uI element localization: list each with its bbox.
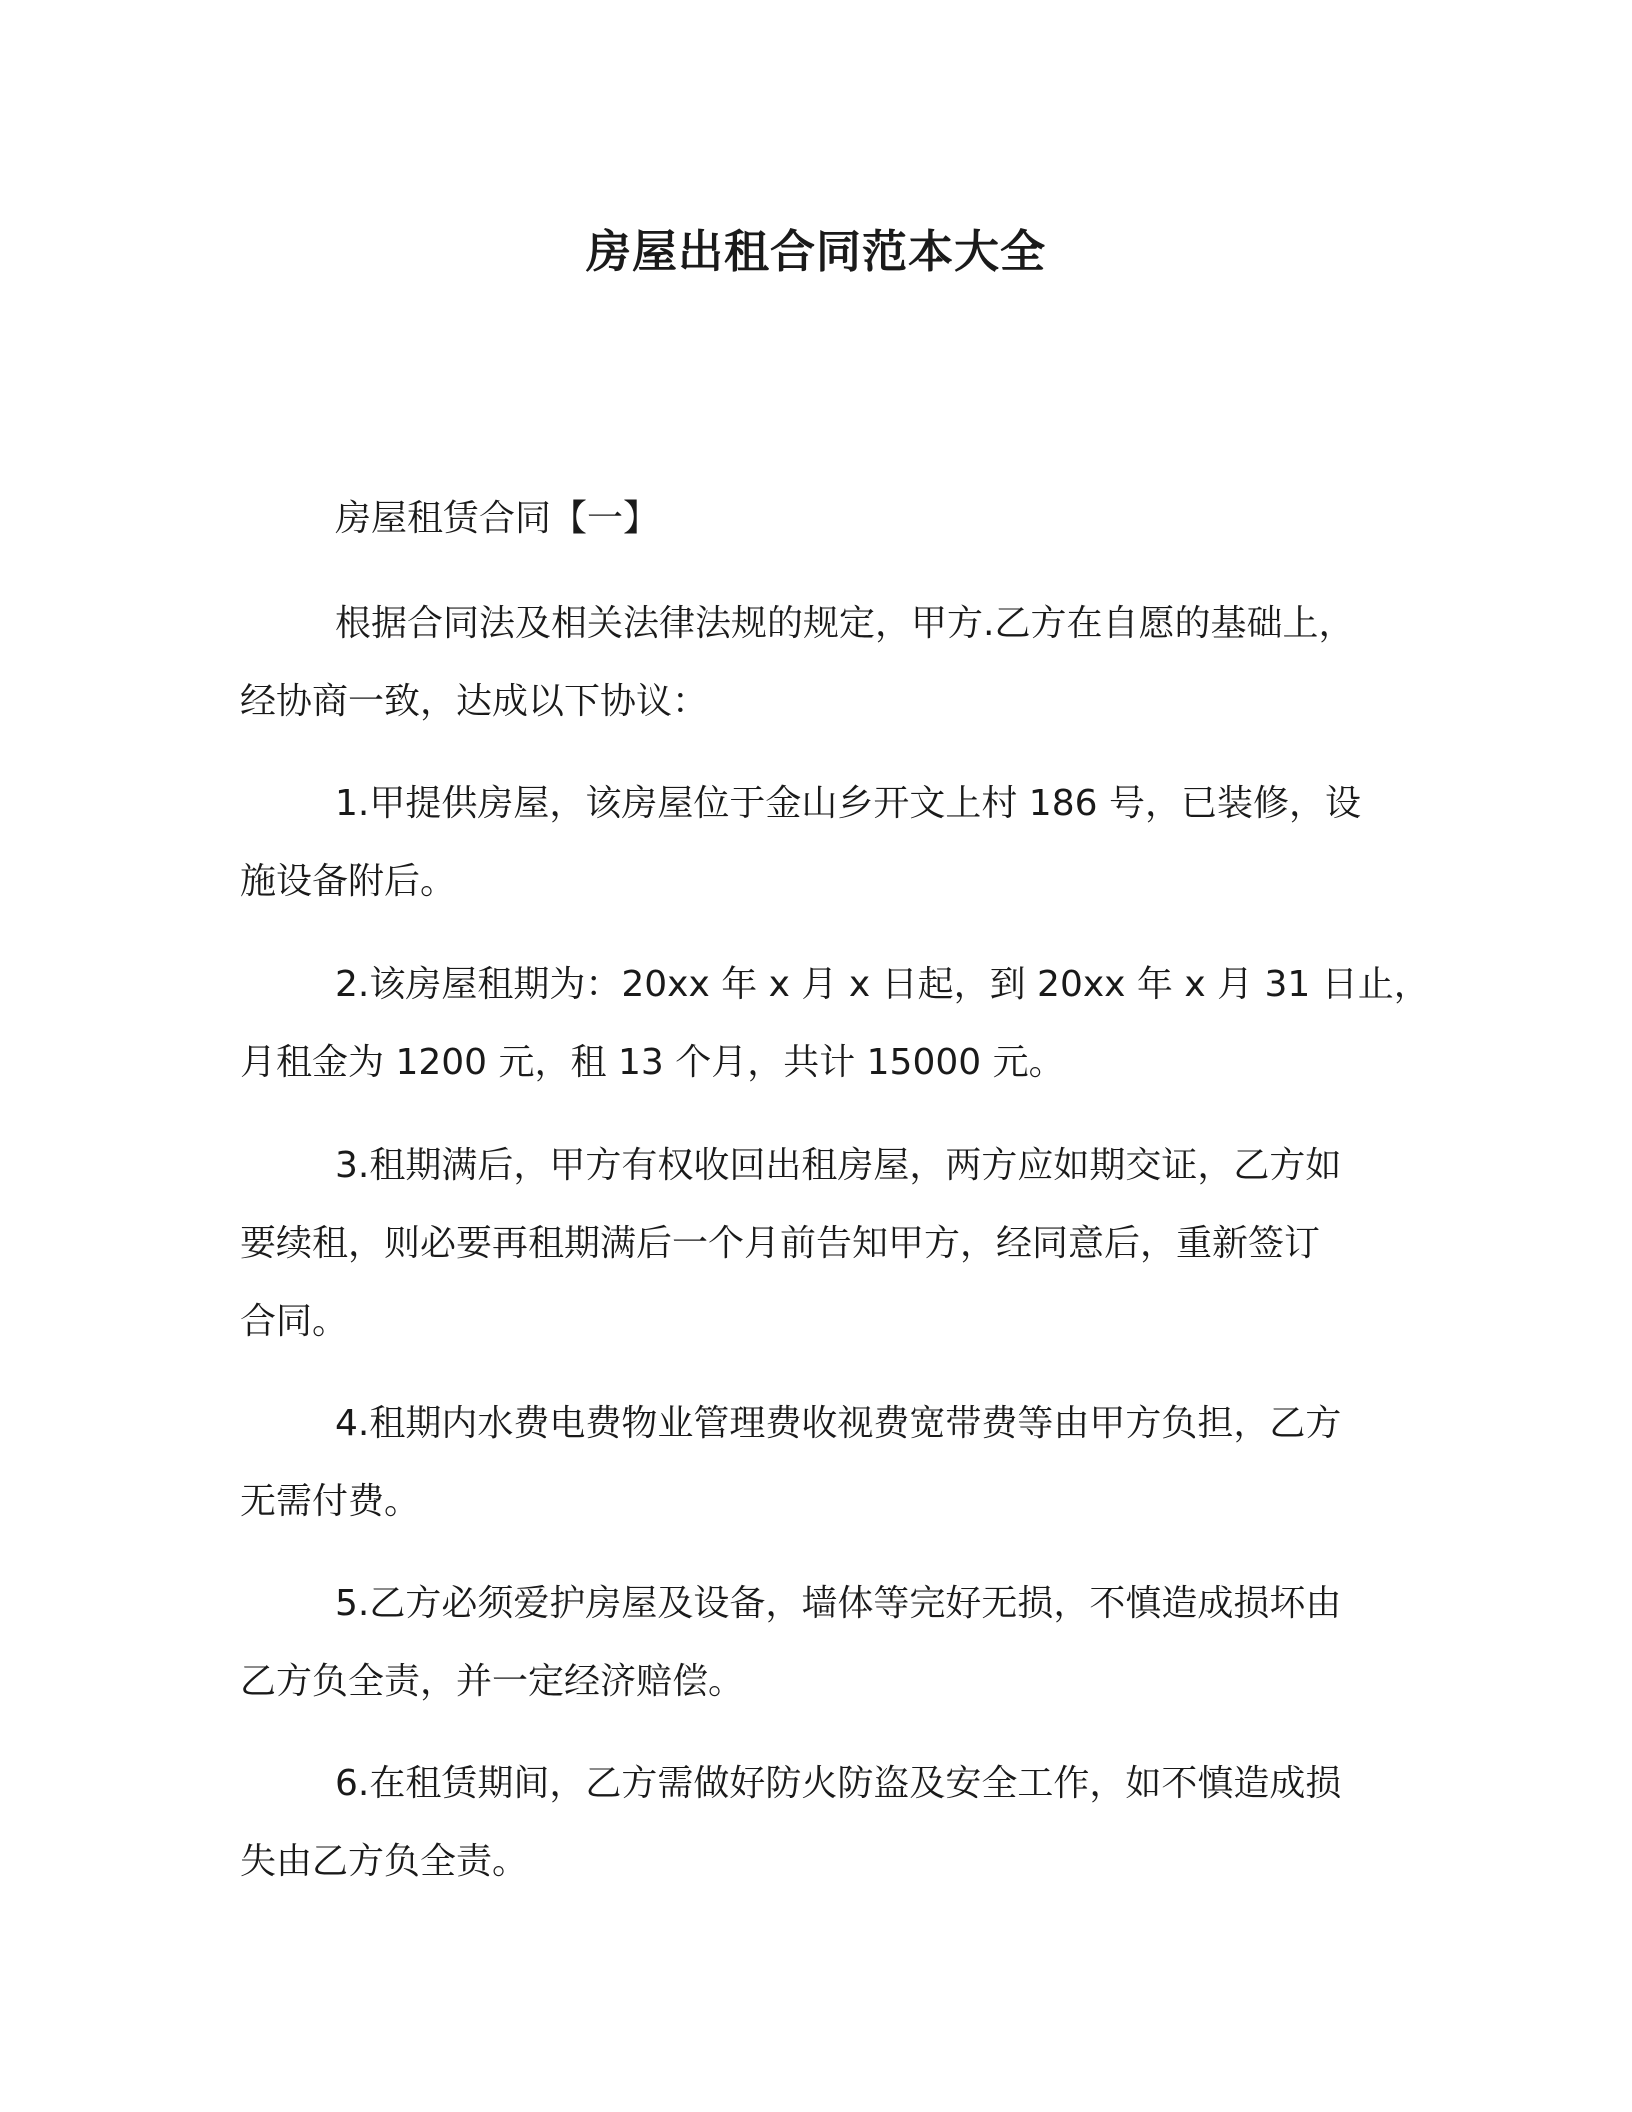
paragraph-clause-6 <box>240 1745 1390 1901</box>
paragraph-line: 要续租，则必要再租期满后一个月前告知甲方，经同意后，重新签订 <box>240 1223 1321 1264</box>
paragraph-clause-3 <box>240 1127 1390 1361</box>
paragraph-line: 施设备附后。 <box>240 861 457 902</box>
paragraph-clause-2 <box>240 946 1430 1102</box>
paragraph-line: 5.乙方必须爱护房屋及设备，墙体等完好无损，不慎造成损坏由 <box>335 1583 1342 1624</box>
paragraph-line: 乙方负全责，并一定经济赔偿。 <box>240 1661 745 1702</box>
paragraph-clause-4 <box>240 1385 1390 1541</box>
paragraph-line: 1.甲提供房屋，该房屋位于金山乡开文上村 186 号，已装修，设 <box>335 783 1361 824</box>
paragraph-clause-1 <box>240 765 1390 921</box>
paragraph-line: 6.在租赁期间，乙方需做好防火防盗及安全工作，如不慎造成损 <box>335 1763 1342 1804</box>
paragraph-line: 2.该房屋租期为：20xx 年 x 月 x 日起，到 20xx 年 x 月 31 日止， <box>335 964 1430 1005</box>
paragraph-line: 失由乙方负全责。 <box>240 1841 529 1882</box>
paragraph-line: 3.租期满后，甲方有权收回出租房屋，两方应如期交证，乙方如 <box>335 1145 1342 1186</box>
paragraph-clause-5 <box>240 1565 1390 1721</box>
paragraph-line: 合同。 <box>240 1301 349 1342</box>
section-heading: 房屋租赁合同【一】 <box>335 498 660 539</box>
paragraph-line: 月租金为 1200 元，租 13 个月，共计 15000 元。 <box>240 1042 1065 1083</box>
paragraph-line: 根据合同法及相关法律法规的规定，甲方.乙方在自愿的基础上， <box>335 603 1355 644</box>
paragraph-line: 4.租期内水费电费物业管理费收视费宽带费等由甲方负担，乙方 <box>335 1403 1342 1444</box>
paragraph-line: 经协商一致，达成以下协议： <box>240 681 709 722</box>
paragraph-line: 无需付费。 <box>240 1481 421 1522</box>
paragraph-preamble <box>240 585 1390 741</box>
document-title: 房屋出租合同范本大全 <box>585 225 1046 278</box>
